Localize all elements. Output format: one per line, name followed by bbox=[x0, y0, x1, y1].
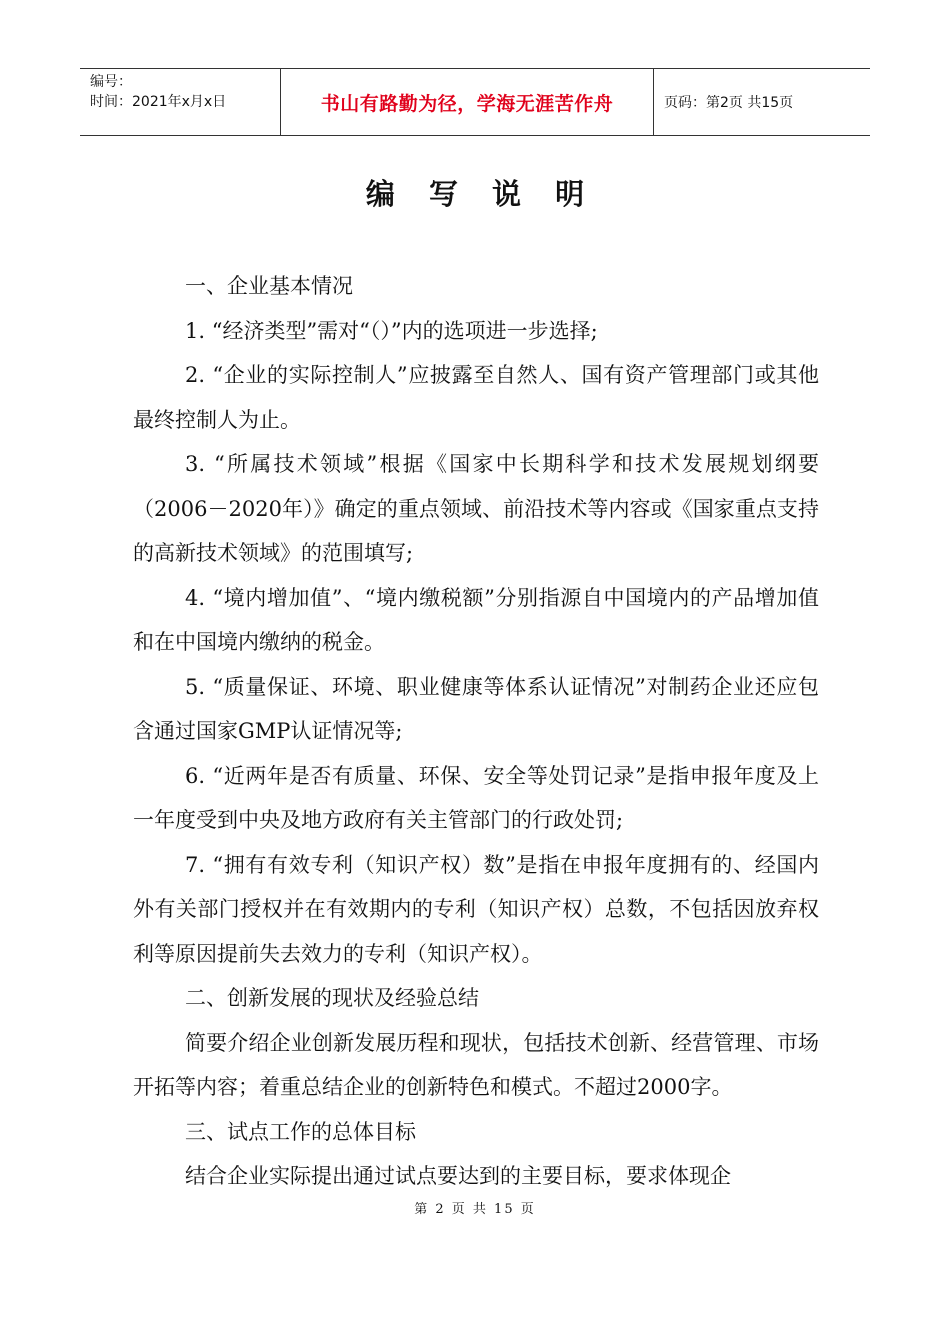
header-motto: 书山有路勤为径，学海无涯苦作舟 bbox=[280, 69, 654, 135]
section-heading-1: 一、企业基本情况 bbox=[185, 274, 353, 298]
paragraph-item-4: 4. “境内增加值”、“境内缴税额”分别指源自中国境内的产品增加值和在中国境内缴纳的税金。 bbox=[133, 585, 819, 654]
paragraph-item-2: 2. “企业的实际控制人”应披露至自然人、国有资产管理部门或其他最终控制人为止。 bbox=[133, 363, 819, 432]
paragraph-item-7: 7. “拥有有效专利（知识产权）数”是指在申报年度拥有的、经国内外有关部门授权并在有效期内的专利（知识产权）总数，不包括因放弃权利等原因提前失去效力的专利（知识产权）。 bbox=[133, 852, 819, 966]
header-meta bbox=[80, 69, 280, 135]
page-header bbox=[80, 68, 870, 136]
section-heading-3: 三、试点工作的总体目标 bbox=[185, 1119, 416, 1144]
paragraph-item-1: 1. “经济类型”需对“（）”内的选项进一步选择; bbox=[185, 318, 598, 343]
page-footer: 第 2 页 共 15 页 bbox=[414, 1202, 536, 1217]
header-page-info: 页码：第2页 共15页 bbox=[664, 95, 794, 111]
document-number-label: 编号： bbox=[90, 74, 132, 90]
document-date-label: 时间：2021年x月x日 bbox=[90, 94, 227, 110]
paragraph-section-2: 简要介绍企业创新发展历程和现状，包括技术创新、经营管理、市场开拓等内容；着重总结企业的创新特色和模式。不超过2000字。 bbox=[133, 1030, 819, 1099]
document-title: 编 写 说 明 bbox=[365, 177, 597, 211]
paragraph-item-6: 6. “近两年是否有质量、环保、安全等处罚记录”是指申报年度及上一年度受到中央及地方政府有关主管部门的行政处罚; bbox=[133, 763, 819, 832]
document-body bbox=[133, 264, 819, 1199]
paragraph-section-3: 结合企业实际提出通过试点要达到的主要目标，要求体现企 bbox=[185, 1164, 731, 1188]
paragraph-item-3: 3. “所属技术领域”根据《国家中长期科学和技术发展规划纲要（2006－2020年）》确定的重点领域、前沿技术等内容或《国家重点支持的高新技术领域》的范围填写; bbox=[133, 452, 819, 565]
paragraph-item-5: 5. “质量保证、环境、职业健康等体系认证情况”对制药企业还应包含通过国家GMP认证情况等; bbox=[133, 674, 819, 743]
section-heading-2: 二、创新发展的现状及经验总结 bbox=[185, 986, 479, 1010]
